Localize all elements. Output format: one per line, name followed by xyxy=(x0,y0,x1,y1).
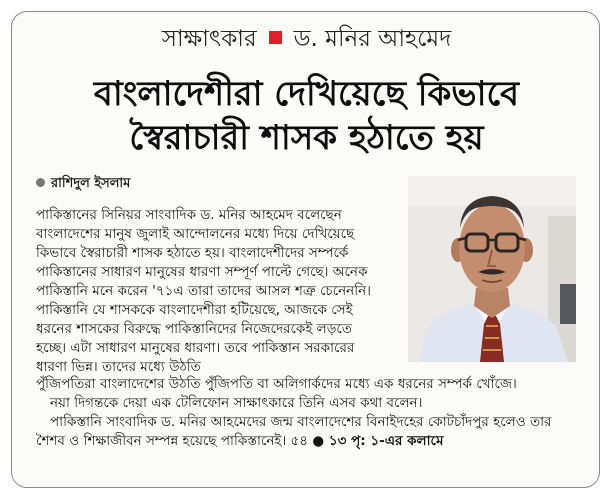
byline xyxy=(36,174,130,195)
portrait-image xyxy=(408,176,576,362)
kicker-subject: ড. মনির আহমেদ xyxy=(293,26,452,52)
paragraph-2: নয়া দিগন্তকে দেয়া এক টেলিফোন সাক্ষাৎকারে তিনি এসব কথা বলেন। xyxy=(50,395,423,411)
red-square-icon xyxy=(269,31,282,44)
paragraph-3-text: পাকিস্তানি সাংবাদিক ড. মনির আহমেদের জন্ম বাংলাদেশের বিনাইদহের কোটচাঁদপুর হলেও তার শৈশব ও শিক্ষাজীবন সম্পন্ন হয়েছে পাকিস্তানেই। ৫৪ xyxy=(36,414,552,449)
bullet-icon xyxy=(36,178,45,187)
headline-line-2: স্বৈরাচারী শাসক হঠাতে হয় xyxy=(129,118,484,158)
kicker-section: সাক্ষাৎকার xyxy=(161,26,257,52)
article-body-wide xyxy=(36,375,576,451)
kicker xyxy=(0,24,613,54)
continued-text: ১৩ পৃ: ১-এর কলামে xyxy=(328,433,444,449)
portrait-photo xyxy=(408,176,576,362)
paragraph-1-end: পুঁজিপতিরা বাংলাদেশের উঠতি পুঁজিপতি বা অলিগার্কদের মধ্যে এক ধরনের সম্পর্ক খোঁজে। xyxy=(36,376,517,392)
paragraph-1: পাকিস্তানের সিনিয়র সাংবাদিক ড. মনির আহমেদ বলেছেন বাংলাদেশের মানুষ জুলাই আন্দোলনের মধ্যে দিয়ে দেখিয়েছে কিভাবে স্বৈরাচারী শাসক হঠাতে হয়। বাংলাদেশীদের সম্পর্কে পাকিস্তানের সাধারণ মানুষের ধারণা সম্পূর্ণ পাল্টে গেছে। অনেক পাকিস্তানি মনে করেন '৭১এ তারা তাদের আসল শত্রু চেনেননি। পাকিস্তানি যে শাসককে বাংলাদেশীরা হটিয়েছে, আজকে সেই ধরনের শাসকের বিরুদ্ধে পাকিস্তানিদের নিজেদেরকেই লড়তে হচ্ছে। এটা সাধারণ মানুষের ধারণা। তবে পাকিস্তান সরকারের ধারণা ভিন্ন। তাদের মধ্যে উঠতি xyxy=(36,207,371,375)
article-body xyxy=(36,206,381,377)
paragraph-3 xyxy=(36,413,576,451)
headline-line-1: বাংলাদেশীরা দেখিয়েছে কিভাবে xyxy=(93,74,520,114)
continued-marker: ● ১৩ পৃ: ১-এর কলামে xyxy=(312,433,444,449)
byline-author: রাশিদুল ইসলাম xyxy=(51,176,131,191)
